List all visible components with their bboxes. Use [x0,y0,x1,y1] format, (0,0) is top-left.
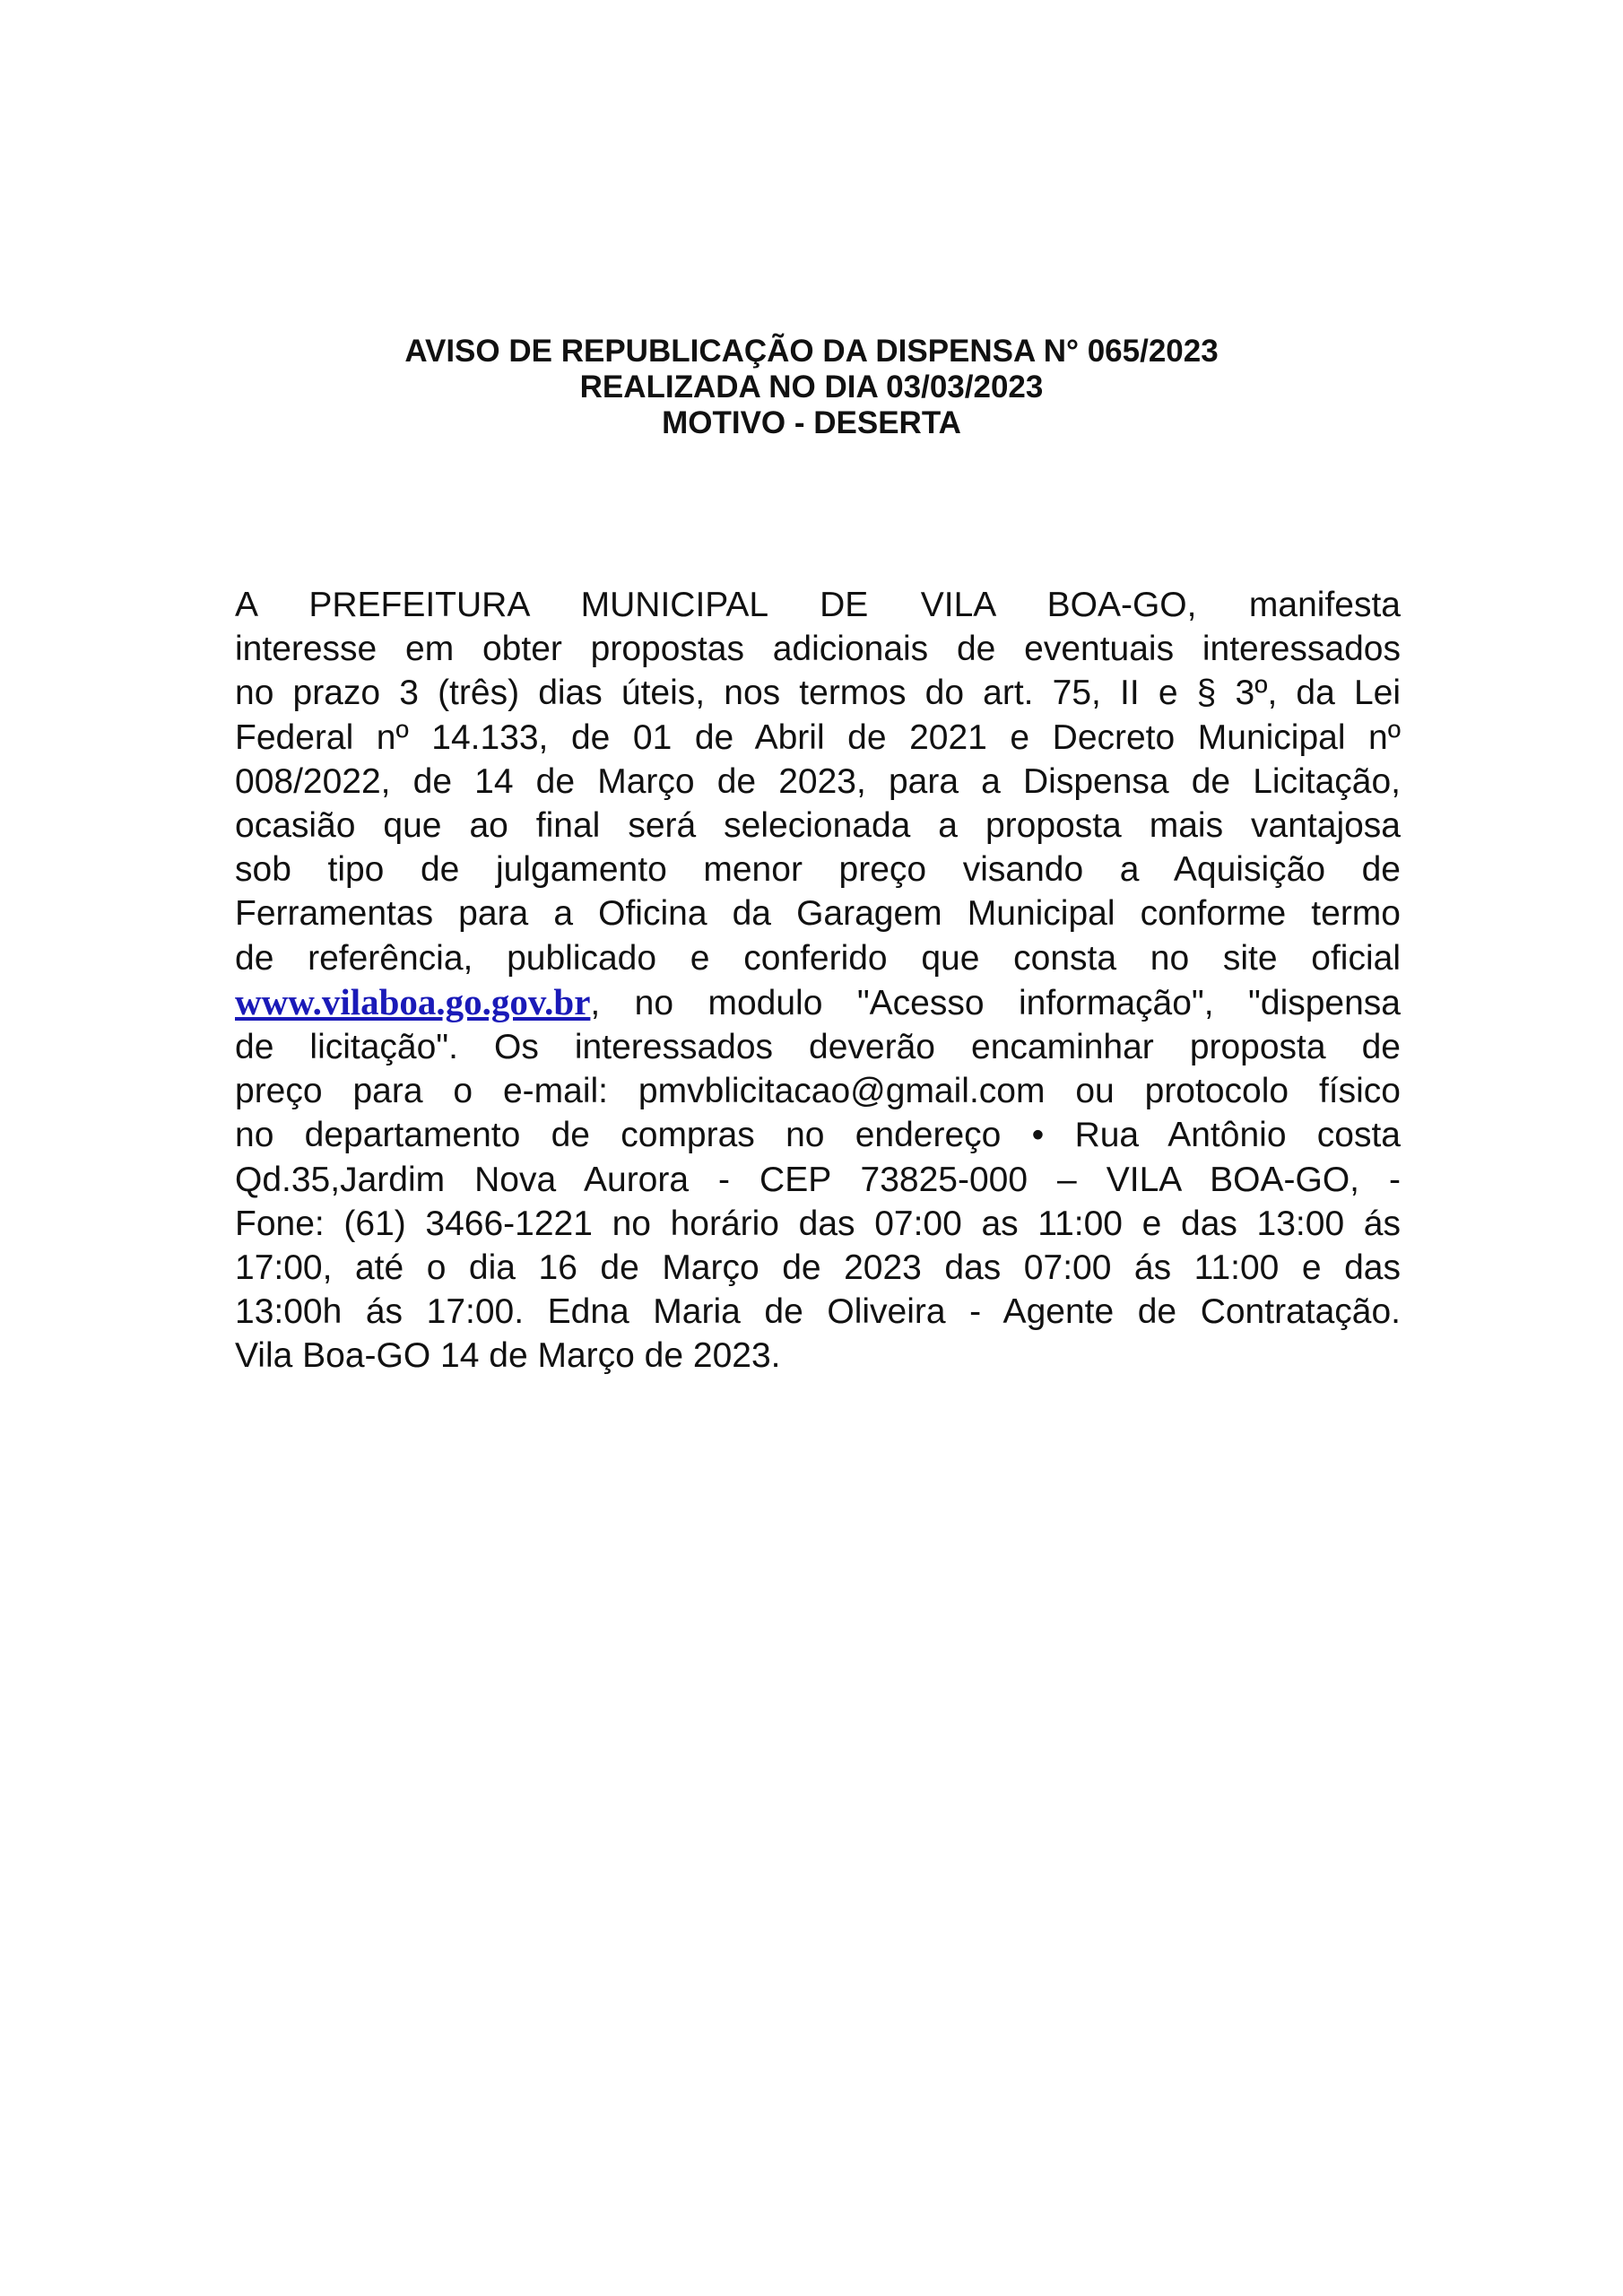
link-line-rest: , no modulo "Acesso informação", "dispensa [590,983,1401,1022]
body-line: 17:00, até o dia 16 de Março de 2023 das 07:00 ás 11:00 e das [235,1248,1401,1288]
website-link[interactable]: www.vilaboa.go.gov.br [235,980,591,1022]
body-line: Federal nº 14.133, de 01 de Abril de 2021 e Decreto Municipal nº [235,718,1401,757]
body-line: Fone: (61) 3466-1221 no horário das 07:00 as 11:00 e das 13:00 ás [235,1204,1401,1243]
notice-title: AVISO DE REPUBLICAÇÃO DA DISPENSA N° 065/2023 [404,334,1219,369]
body-line: no departamento de compras no endereço • Rua Antônio costa [235,1116,1401,1155]
body-line: A PREFEITURA MUNICIPAL DE VILA BOA-GO, manifesta [235,586,1401,624]
body-line: de licitação". Os interessados deverão encaminhar proposta de [235,1028,1401,1067]
body-line: preço para o e-mail: pmvblicitacao@gmail.com ou protocolo físico [235,1072,1401,1111]
body-line: de referência, publicado e conferido que consta no site oficial [235,938,1401,978]
body-line: 13:00h ás 17:00. Edna Maria de Oliveira - Agente de Contratação. [235,1292,1401,1332]
body-line: Ferramentas para a Oficina da Garagem Municipal conforme termo [235,894,1401,934]
body-line: Qd.35,Jardim Nova Aurora - CEP 73825-000 – VILA BOA-GO, - [235,1160,1401,1199]
body-line: 008/2022, de 14 de Março de 2023, para a Dispensa de Licitação, [235,761,1401,801]
notice-body [235,583,1401,1378]
body-line: interesse em obter propostas adicionais de eventuais interessados [235,630,1401,669]
notice-reason-line: MOTIVO - DESERTA [662,405,961,440]
body-line: no prazo 3 (três) dias úteis, nos termos do art. 75, II e § 3º, da Lei [235,674,1401,713]
notice-header [0,334,1623,441]
notice-date-line: REALIZADA NO DIA 03/03/2023 [579,370,1044,404]
body-line: ocasião que ao final será selecionada a proposta mais vantajosa [235,806,1401,846]
body-line-last: Vila Boa-GO 14 de Março de 2023. [235,1336,781,1376]
body-line: sob tipo de julgamento menor preço visando a Aquisição de [235,850,1401,890]
body-line-with-link [235,980,1401,1025]
